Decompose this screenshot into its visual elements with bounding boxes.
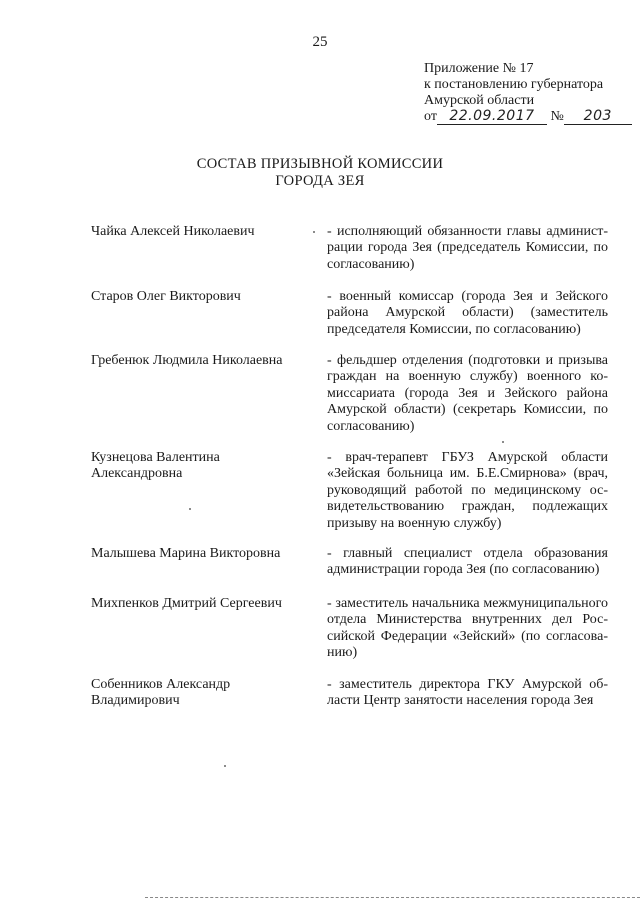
decree-number-handwritten: 203 bbox=[583, 108, 612, 124]
scan-speck bbox=[224, 765, 226, 767]
number-prefix: № bbox=[550, 109, 564, 124]
member-role: - военный комиссар (города Зея и Зейского района Амурской области) (заместитель председателя Комиссии, по согласованию) bbox=[327, 289, 608, 337]
document-title bbox=[0, 156, 640, 190]
member-role: - главный специалист отдела образования администрации города Зея (по согласованию) bbox=[327, 546, 608, 578]
decree-number-field bbox=[564, 109, 632, 125]
member-name: Михпенков Дмитрий Сергеевич bbox=[91, 596, 282, 611]
scan-speck bbox=[189, 508, 191, 510]
member-name: Кузнецова Валентина Александровна bbox=[91, 450, 220, 482]
member-name: Старов Олег Викторович bbox=[91, 289, 241, 304]
member-role: - исполняющий обязанности главы администрации города Зея (председатель Комиссии, по согласованию) bbox=[327, 224, 608, 272]
member-name: Чайка Алексей Николаевич bbox=[91, 224, 255, 239]
appendix-title: Приложение № 17 bbox=[424, 61, 534, 76]
appendix-region: Амурской области bbox=[424, 93, 535, 108]
title-line-2: ГОРОДА ЗЕЯ bbox=[275, 173, 365, 189]
scan-speck bbox=[313, 231, 315, 233]
decree-date-number-line bbox=[424, 109, 624, 125]
date-prefix: от bbox=[424, 109, 437, 124]
title-line-1: СОСТАВ ПРИЗЫВНОЙ КОМИССИИ bbox=[196, 156, 444, 172]
member-role: - заместитель начальника межмуниципального отдела Министерства внутренних дел Российской Федерации «Зейский» (по согласованию) bbox=[327, 596, 608, 661]
appendix-decree-ref: к постановлению губернатора bbox=[424, 77, 604, 92]
decree-date-field bbox=[437, 109, 547, 125]
member-role: - заместитель директора ГКУ Амурской области Центр занятости населения города Зея bbox=[327, 677, 608, 709]
member-name: Гребенюк Людмила Николаевна bbox=[91, 353, 283, 368]
decree-date-handwritten: 22.09.2017 bbox=[449, 108, 535, 124]
scan-bottom-edge bbox=[145, 897, 640, 898]
scan-speck bbox=[502, 441, 504, 443]
member-name: Малышева Марина Викторовна bbox=[91, 546, 281, 561]
appendix-block bbox=[424, 61, 624, 125]
page-number: 25 bbox=[312, 34, 328, 50]
member-name: Собенников Александр Владимирович bbox=[91, 677, 231, 709]
member-role: - фельдшер отделения (подготовки и призыва граждан на военную службу) военного комиссариата (города Зея и Зейского района Амурской области) (секретарь Комиссии, по согласованию) bbox=[327, 353, 608, 434]
member-role: - врач-терапевт ГБУЗ Амурской области «Зейская больница им. Б.Е.Смирнова» (врач, руководящий работой по медицинскому освидетельствованию граждан, подлежащих призыву на военную службу) bbox=[327, 450, 608, 531]
